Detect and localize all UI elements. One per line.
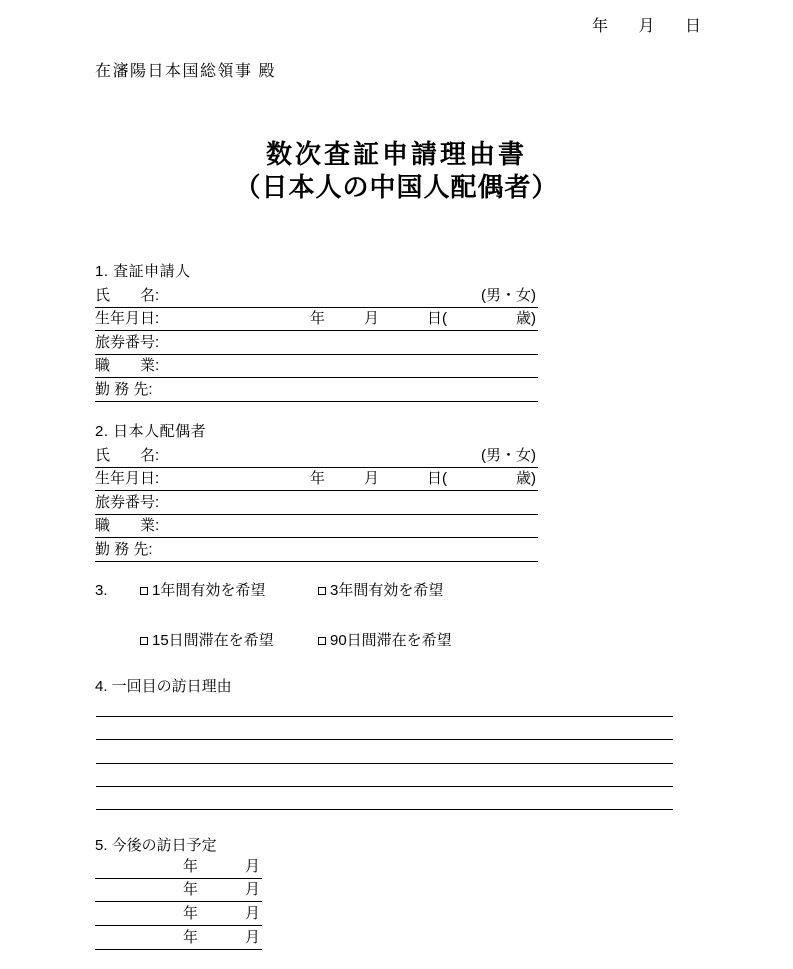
section-applicant-heading: 1. 査証申請人 [95, 263, 191, 280]
spouse-passport-label: 旅券番号: [95, 493, 160, 511]
future-visit-year-label: 年 [183, 881, 199, 899]
writing-line[interactable] [96, 717, 673, 740]
applicant-birthdate-label: 生年月日: [95, 310, 160, 327]
spouse-employer-field-row[interactable] [95, 538, 538, 562]
future-visit-row[interactable] [95, 902, 262, 926]
applicant-birth-month-label: 月 [364, 310, 380, 327]
applicant-employer-field-row[interactable] [95, 378, 538, 402]
future-visits-schedule [95, 855, 262, 950]
future-visit-year-label: 年 [183, 905, 199, 923]
applicant-passport-label: 旅券番号: [95, 333, 160, 351]
future-visit-row[interactable] [95, 879, 262, 903]
spouse-name-label: 氏 名: [95, 446, 160, 464]
spouse-occupation-field-row[interactable] [95, 515, 538, 539]
spouse-birthdate-label: 生年月日: [95, 470, 160, 487]
option-1year-validity-label: 1年間有効を希望 [152, 582, 266, 599]
spouse-birth-day-label: 日( [427, 470, 447, 487]
applicant-passport-field-row[interactable] [95, 331, 538, 355]
applicant-name-field-row[interactable] [95, 284, 538, 308]
first-visit-reason-writing-area [96, 694, 673, 810]
applicant-birth-year-label: 年 [310, 310, 326, 327]
option-3year-validity-label: 3年間有効を希望 [330, 582, 444, 599]
future-visit-row[interactable] [95, 855, 262, 879]
section-japanese-spouse [95, 424, 538, 562]
checkbox-3year-validity-icon[interactable] [318, 587, 326, 595]
applicant-age-label: 歳) [516, 310, 536, 327]
future-visit-month-label: 月 [245, 928, 261, 946]
section-first-visit-reason-heading: 4. 一回目の訪日理由 [95, 678, 232, 695]
spouse-birth-month-label: 月 [364, 470, 380, 487]
future-visit-year-label: 年 [183, 857, 199, 875]
applicant-birth-day-label: 日( [427, 310, 447, 327]
future-visit-month-label: 月 [245, 905, 261, 923]
spouse-employer-label: 勤 務 先: [95, 540, 153, 558]
spouse-name-field-row[interactable] [95, 444, 538, 468]
spouse-birthdate-field-row[interactable] [95, 468, 538, 492]
date-year-label: 年 [592, 18, 609, 35]
checkbox-90day-stay-icon[interactable] [318, 637, 326, 645]
future-visit-month-label: 月 [245, 881, 261, 899]
form-title [0, 138, 793, 204]
writing-line[interactable] [96, 787, 673, 810]
writing-line[interactable] [96, 740, 673, 763]
spouse-gender-label: (男・女) [481, 446, 536, 464]
form-title-line1: 数次査証申請理由書 [265, 139, 527, 169]
date-month-label: 月 [638, 18, 655, 35]
applicant-birthdate-field-row[interactable] [95, 308, 538, 332]
option-15day-stay-label: 15日間滞在を希望 [152, 632, 274, 649]
applicant-employer-label: 勤 務 先: [95, 380, 153, 398]
spouse-birth-year-label: 年 [310, 470, 326, 487]
future-visit-month-label: 月 [245, 857, 261, 875]
future-visit-row[interactable] [95, 926, 262, 950]
applicant-name-label: 氏 名: [95, 286, 160, 304]
form-title-line2: （日本人の中国人配偶者） [234, 172, 559, 202]
option-15day-stay [140, 633, 274, 649]
option-1year-validity [140, 583, 265, 599]
spouse-occupation-label: 職 業: [95, 517, 160, 534]
section-visa-options [95, 583, 515, 653]
section-spouse-heading: 2. 日本人配偶者 [95, 423, 207, 440]
checkbox-15day-stay-icon[interactable] [140, 637, 148, 645]
option-3year-validity [318, 583, 443, 599]
checkbox-1year-validity-icon[interactable] [140, 587, 148, 595]
applicant-gender-label: (男・女) [481, 286, 536, 304]
section-future-visits-heading: 5. 今後の訪日予定 [95, 837, 217, 854]
date-day-label: 日 [684, 18, 701, 35]
addressee: 在瀋陽日本国総領事 殿 [95, 63, 276, 80]
section-visa-applicant [95, 264, 538, 402]
section-options-number: 3. [95, 582, 108, 599]
option-90day-stay-label: 90日間滞在を希望 [330, 632, 452, 649]
option-90day-stay [318, 633, 452, 649]
writing-line[interactable] [96, 764, 673, 787]
writing-line[interactable] [96, 694, 673, 717]
date-header [592, 19, 701, 35]
spouse-age-label: 歳) [516, 470, 536, 487]
future-visit-year-label: 年 [183, 928, 199, 946]
spouse-passport-field-row[interactable] [95, 491, 538, 515]
applicant-occupation-field-row[interactable] [95, 355, 538, 379]
applicant-occupation-label: 職 業: [95, 357, 160, 374]
